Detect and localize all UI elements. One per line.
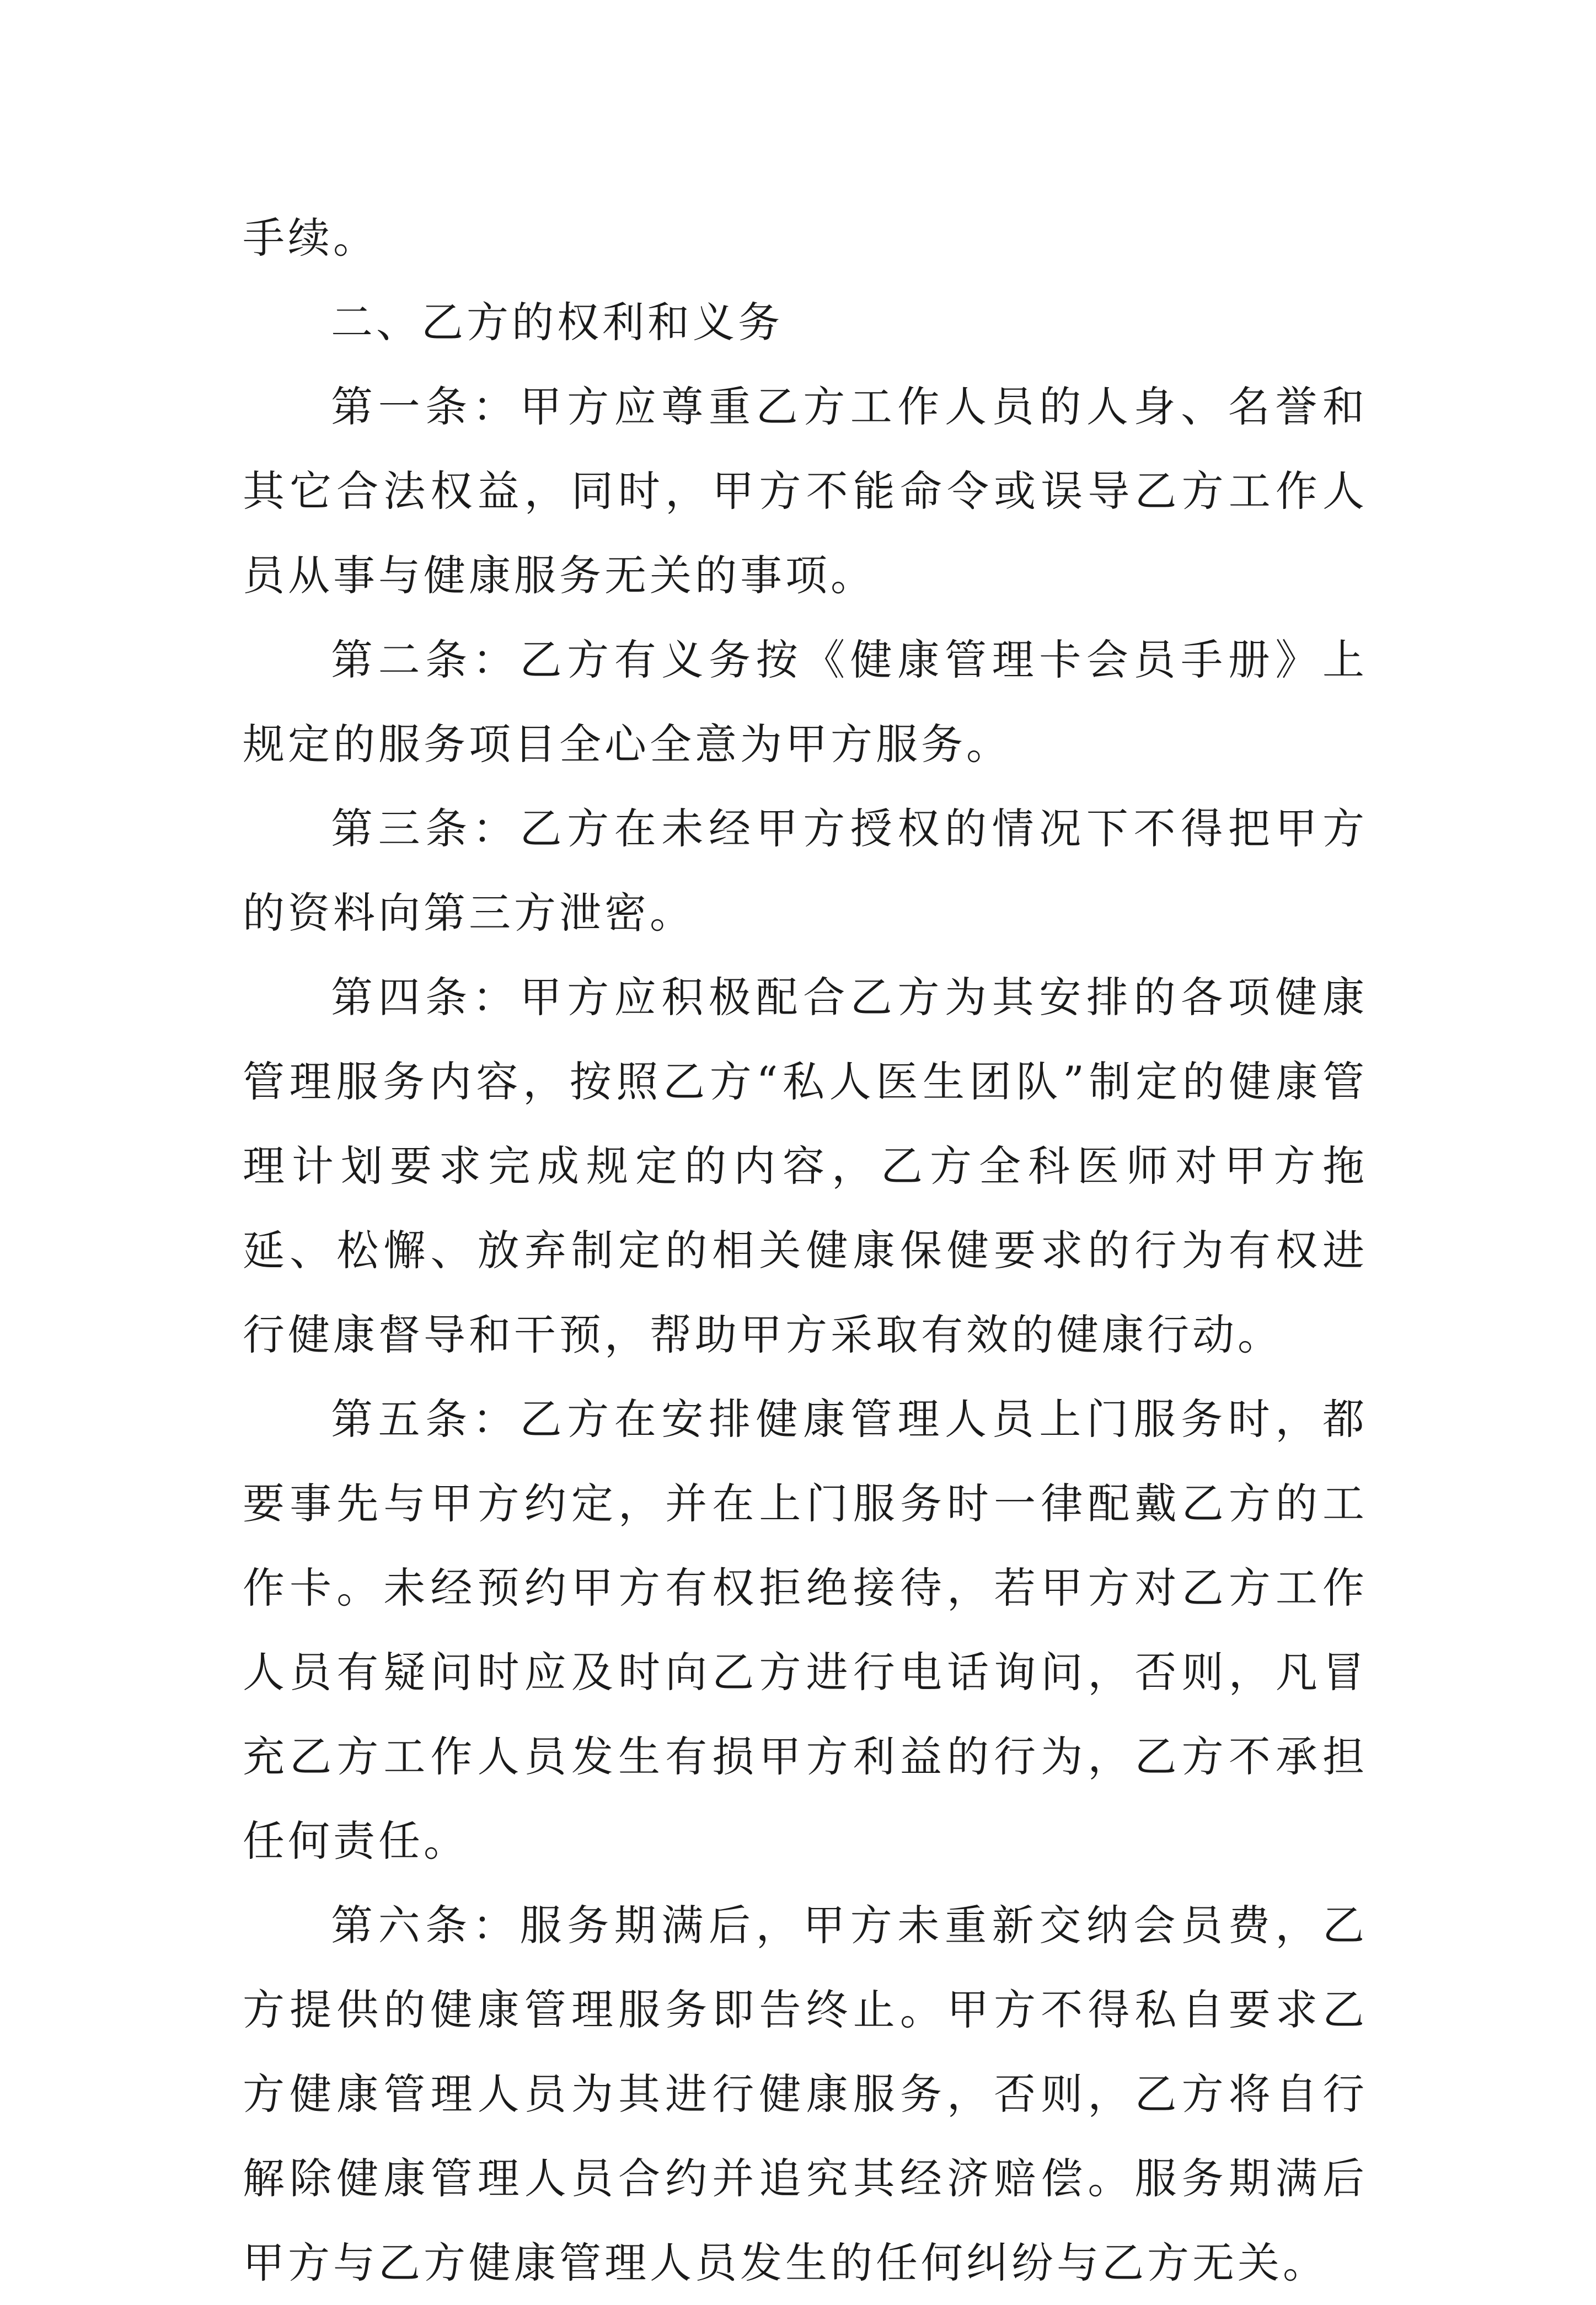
clause-6: 第六条：服务期满后，甲方未重新交纳会员费，乙方提供的健康管理服务即告终止。甲方不得私自要求乙方健康管理人员为其进行健康服务，否则，乙方将自行解除健康管理人员合约并追究其经济赔偿。服务期满后甲方与乙方健康管理人员发生的任何纠纷与乙方无关。 [243,1901,1368,2287]
clause-5: 第五条：乙方在安排健康管理人员上门服务时，都要事先与甲方约定，并在上门服务时一律配戴乙方的工作卡。未经预约甲方有权拒绝接待，若甲方对乙方工作人员有疑问时应及时向乙方进行电话询问，否则，凡冒充乙方工作人员发生有损甲方利益的行为，乙方不承担任何责任。 [243,1395,1368,1866]
paragraph-continuation: 手续。 [243,213,378,262]
section-heading: 二、乙方的权利和义务 [331,298,783,347]
clause-2: 第二条：乙方有义务按《健康管理卡会员手册》上规定的服务项目全心全意为甲方服务。 [243,635,1368,769]
document-body [243,196,1368,2305]
clause-1: 第一条：甲方应尊重乙方工作人员的人身、名誉和其它合法权益，同时，甲方不能命令或误导乙方工作人员从事与健康服务无关的事项。 [243,382,1368,600]
clause-4: 第四条：甲方应积极配合乙方为其安排的各项健康管理服务内容，按照乙方“私人医生团队”制定的健康管理计划要求完成规定的内容，乙方全科医师对甲方拖延、松懈、放弃制定的相关健康保健要求的行为有权进行健康督导和干预，帮助甲方采取有效的健康行动。 [243,973,1368,1359]
clause-3: 第三条：乙方在未经甲方授权的情况下不得把甲方的资料向第三方泄密。 [243,804,1368,937]
